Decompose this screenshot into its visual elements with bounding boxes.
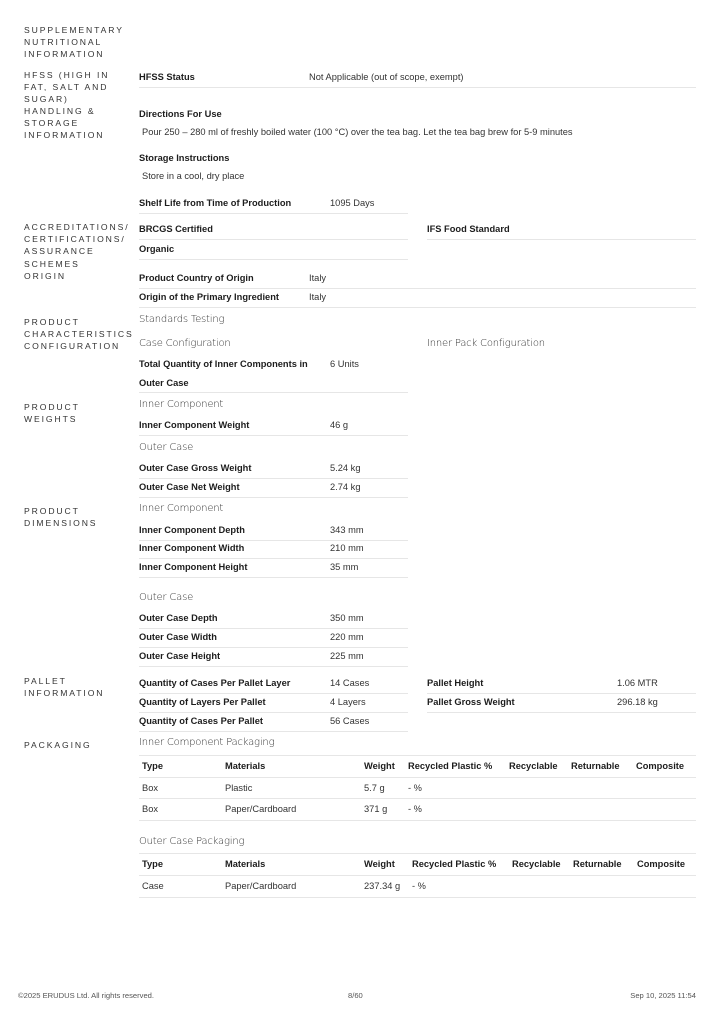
divider bbox=[139, 755, 696, 756]
col-weight: Weight bbox=[364, 859, 395, 869]
table-cell: Box bbox=[142, 783, 159, 793]
col-recycled-plastic: Recycled Plastic % bbox=[412, 859, 497, 869]
layers-per-pallet-value: 4 Layers bbox=[330, 697, 366, 707]
divider bbox=[139, 731, 408, 732]
weights-inner-heading: Inner Component bbox=[139, 399, 224, 410]
table-cell: 237.34 g bbox=[364, 881, 401, 891]
cases-per-layer-label: Quantity of Cases Per Pallet Layer bbox=[139, 678, 291, 688]
divider bbox=[139, 307, 696, 308]
net-weight-value: 2.74 kg bbox=[330, 482, 361, 492]
divider bbox=[139, 853, 696, 854]
section-configuration: CONFIGURATION bbox=[24, 341, 121, 351]
divider bbox=[139, 820, 696, 821]
hfss-status-value: Not Applicable (out of scope, exempt) bbox=[309, 72, 464, 82]
col-recyclable: Recyclable bbox=[512, 859, 561, 869]
case-configuration-heading: Case Configuration bbox=[139, 338, 231, 349]
outer-height-label: Outer Case Height bbox=[139, 651, 221, 661]
table-cell: 5.7 g bbox=[364, 783, 385, 793]
total-qty-label: Total Quantity of Inner Components in bbox=[139, 359, 308, 369]
table-cell: Case bbox=[142, 881, 164, 891]
table-cell: Paper/Cardboard bbox=[225, 804, 297, 814]
section-product-dimensions: PRODUCT DIMENSIONS bbox=[24, 506, 98, 529]
inner-height-value: 35 mm bbox=[330, 562, 359, 572]
country-origin-label: Product Country of Origin bbox=[139, 273, 254, 283]
section-hfss: HFSS (HIGH IN FAT, SALT AND SUGAR) bbox=[24, 70, 110, 105]
divider bbox=[139, 288, 696, 289]
divider bbox=[427, 712, 696, 713]
section-origin: ORIGIN bbox=[24, 271, 66, 281]
col-recycled-plastic: Recycled Plastic % bbox=[408, 761, 493, 771]
divider bbox=[139, 897, 696, 898]
section-handling: HANDLING & STORAGE INFORMATION bbox=[24, 106, 105, 141]
divider bbox=[139, 875, 696, 876]
inner-weight-value: 46 g bbox=[330, 420, 349, 430]
divider bbox=[139, 87, 696, 88]
col-weight: Weight bbox=[364, 761, 395, 771]
pallet-height-label: Pallet Height bbox=[427, 678, 484, 688]
outer-depth-value: 350 mm bbox=[330, 613, 364, 623]
storage-label: Storage Instructions bbox=[139, 153, 230, 163]
divider bbox=[139, 666, 408, 667]
divider bbox=[139, 259, 408, 260]
divider bbox=[139, 647, 408, 648]
inner-depth-value: 343 mm bbox=[330, 525, 364, 535]
organic-label: Organic bbox=[139, 244, 175, 254]
divider bbox=[139, 693, 408, 694]
col-type: Type bbox=[142, 859, 164, 869]
col-materials: Materials bbox=[225, 761, 266, 771]
footer-date: Sep 10, 2025 11:54 bbox=[630, 991, 696, 1000]
pallet-gross-weight-label: Pallet Gross Weight bbox=[427, 697, 515, 707]
divider bbox=[139, 540, 408, 541]
section-supplementary: SUPPLEMENTARY NUTRITIONAL INFORMATION bbox=[24, 25, 124, 60]
layers-per-pallet-label: Quantity of Layers Per Pallet bbox=[139, 697, 266, 707]
ingredient-origin-label: Origin of the Primary Ingredient bbox=[139, 292, 279, 302]
brcgs-label: BRCGS Certified bbox=[139, 224, 213, 234]
inner-depth-label: Inner Component Depth bbox=[139, 525, 245, 535]
table-cell: - % bbox=[408, 804, 422, 814]
dimensions-inner-heading: Inner Component bbox=[139, 503, 224, 514]
col-composite: Composite bbox=[637, 859, 686, 869]
col-returnable: Returnable bbox=[573, 859, 622, 869]
net-weight-label: Outer Case Net Weight bbox=[139, 482, 240, 492]
col-composite: Composite bbox=[636, 761, 685, 771]
divider bbox=[139, 435, 408, 436]
col-returnable: Returnable bbox=[571, 761, 620, 771]
footer-page-number: 8/60 bbox=[348, 991, 363, 1000]
outer-depth-label: Outer Case Depth bbox=[139, 613, 218, 623]
divider bbox=[139, 478, 408, 479]
directions-value: Pour 250 – 280 ml of freshly boiled water (100 °C) over the tea bag. Let the tea bag brew for 5-9 minutes bbox=[142, 127, 573, 137]
section-accreditations: ACCREDITATIONS/ CERTIFICATIONS/ ASSURANCE SCHEMES bbox=[24, 222, 130, 269]
table-cell: - % bbox=[408, 783, 422, 793]
outer-width-label: Outer Case Width bbox=[139, 632, 217, 642]
inner-width-label: Inner Component Width bbox=[139, 543, 245, 553]
divider bbox=[427, 239, 696, 240]
divider bbox=[139, 777, 696, 778]
cases-per-pallet-value: 56 Cases bbox=[330, 716, 370, 726]
section-pallet: PALLET INFORMATION bbox=[24, 676, 105, 699]
section-packaging: PACKAGING bbox=[24, 740, 92, 750]
cases-per-pallet-label: Quantity of Cases Per Pallet bbox=[139, 716, 264, 726]
divider bbox=[139, 712, 408, 713]
ingredient-origin-value: Italy bbox=[309, 292, 327, 302]
table-cell: Plastic bbox=[225, 783, 253, 793]
table-cell: - % bbox=[412, 881, 426, 891]
inner-weight-label: Inner Component Weight bbox=[139, 420, 250, 430]
col-type: Type bbox=[142, 761, 164, 771]
divider bbox=[427, 693, 696, 694]
shelf-life-value: 1095 Days bbox=[330, 198, 375, 208]
country-origin-value: Italy bbox=[309, 273, 327, 283]
standards-testing-heading: Standards Testing bbox=[139, 314, 225, 325]
total-qty-label-cont: Outer Case bbox=[139, 378, 189, 388]
divider bbox=[139, 628, 408, 629]
table-cell: Paper/Cardboard bbox=[225, 881, 297, 891]
weights-outer-heading: Outer Case bbox=[139, 442, 194, 453]
outer-height-value: 225 mm bbox=[330, 651, 364, 661]
directions-label: Directions For Use bbox=[139, 109, 222, 119]
divider bbox=[139, 558, 408, 559]
table-cell: Box bbox=[142, 804, 159, 814]
section-product-weights: PRODUCT WEIGHTS bbox=[24, 402, 80, 425]
inner-width-value: 210 mm bbox=[330, 543, 364, 553]
pallet-gross-weight-value: 296.18 kg bbox=[617, 697, 658, 707]
inner-pack-configuration-heading: Inner Pack Configuration bbox=[427, 338, 545, 349]
section-product-characteristics: PRODUCT CHARACTERISTICS bbox=[24, 317, 134, 340]
gross-weight-label: Outer Case Gross Weight bbox=[139, 463, 252, 473]
inner-packaging-heading: Inner Component Packaging bbox=[139, 737, 275, 748]
divider bbox=[139, 392, 408, 393]
storage-value: Store in a cool, dry place bbox=[142, 171, 245, 181]
inner-height-label: Inner Component Height bbox=[139, 562, 248, 572]
col-materials: Materials bbox=[225, 859, 266, 869]
hfss-status-label: HFSS Status bbox=[139, 72, 195, 82]
col-recyclable: Recyclable bbox=[509, 761, 558, 771]
shelf-life-label: Shelf Life from Time of Production bbox=[139, 198, 292, 208]
divider bbox=[139, 798, 696, 799]
divider bbox=[139, 497, 408, 498]
table-cell: 371 g bbox=[364, 804, 388, 814]
pallet-height-value: 1.06 MTR bbox=[617, 678, 658, 688]
footer-copyright: ©2025 ERUDUS Ltd. All rights reserved. bbox=[18, 991, 155, 1000]
ifs-label: IFS Food Standard bbox=[427, 224, 510, 234]
divider bbox=[139, 577, 408, 578]
outer-width-value: 220 mm bbox=[330, 632, 364, 642]
cases-per-layer-value: 14 Cases bbox=[330, 678, 370, 688]
total-qty-value: 6 Units bbox=[330, 359, 359, 369]
dimensions-outer-heading: Outer Case bbox=[139, 592, 194, 603]
divider bbox=[139, 239, 408, 240]
outer-packaging-heading: Outer Case Packaging bbox=[139, 836, 245, 847]
gross-weight-value: 5.24 kg bbox=[330, 463, 361, 473]
divider bbox=[139, 213, 408, 214]
